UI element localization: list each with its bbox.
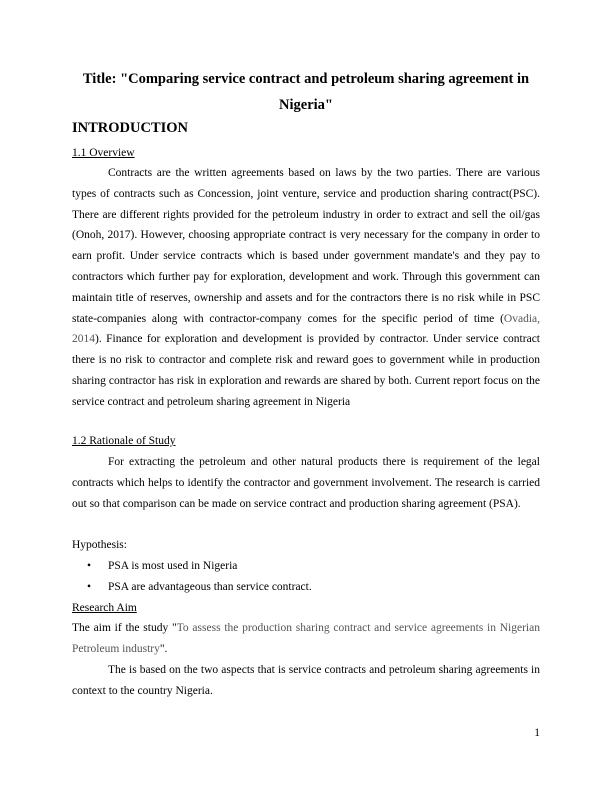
list-item xyxy=(72,577,540,598)
hypothesis-label: Hypothesis: xyxy=(72,539,127,551)
title-line-1: Title: "Comparing service contract and petroleum sharing agreement in xyxy=(82,71,530,87)
page-number: 1 xyxy=(534,727,540,739)
overview-heading: 1.1 Overview xyxy=(72,147,135,159)
aim-lead: The aim if the study " xyxy=(72,622,177,634)
bullet-icon: • xyxy=(87,580,92,593)
overview-text-part-1: Contracts are the written agreements based on laws by the two parties. There are various types of contracts such as Concession, joint venture, service and production sharing contract(PSC). There are different rights provided for the petroleum industry in order to extract and sell the oil/gas (Onoh, 2017). However, choosing appropriate contract is very necessary for the company in order to earn profit. Under service contracts which is based under government mandate's and they pay to contractors which further pay for exploration, development and work. Through this government can maintain title of reserves, ownership and assets and for the contractors there is no risk while in PSC state-companies along with contractor-company comes for the specific period of time ( xyxy=(72,167,540,325)
bullet-icon: • xyxy=(87,560,92,572)
title-line-2: Nigeria" xyxy=(279,97,333,113)
aim-tail: ". xyxy=(159,642,168,655)
research-aim-heading: Research Aim xyxy=(72,602,137,614)
aim-quoted-text: To assess the production sharing contract and service agreements in Nigerian Petroleum industry xyxy=(72,622,540,655)
list-item-text: PSA is most used in Nigeria xyxy=(108,560,238,572)
citation-ovadia: Ovadia, 2014 xyxy=(72,312,540,346)
research-aim-paragraph xyxy=(72,618,540,660)
list-item xyxy=(72,556,540,577)
rationale-heading: 1.2 Rationale of Study xyxy=(72,435,176,447)
list-item-text: PSA are advantageous than service contract. xyxy=(108,580,312,593)
document-title xyxy=(72,66,540,118)
aspects-paragraph: The is based on the two aspects that is service contracts and petroleum sharing agreements in context to the country Nigeria. xyxy=(72,664,540,697)
overview-text-part-2: ). Finance for exploration and development is provided by contractor. Under service contract there is no risk to contractor and complete risk and reward goes to government while in production sharing contractor has risk in exploration and rewards are shared by both. Current report focus on the service contract and petroleum sharing agreement in Nigeria xyxy=(72,333,540,408)
introduction-heading: INTRODUCTION xyxy=(72,120,189,136)
hypothesis-list xyxy=(72,556,540,598)
rationale-paragraph: For extracting the petroleum and other natural products there is requirement of the legal contracts which helps to identify the contractor and government involvement. The research is carried out so that comparison can be made on service contract and production sharing agreement (PSA). xyxy=(72,456,540,510)
overview-paragraph xyxy=(72,163,540,413)
